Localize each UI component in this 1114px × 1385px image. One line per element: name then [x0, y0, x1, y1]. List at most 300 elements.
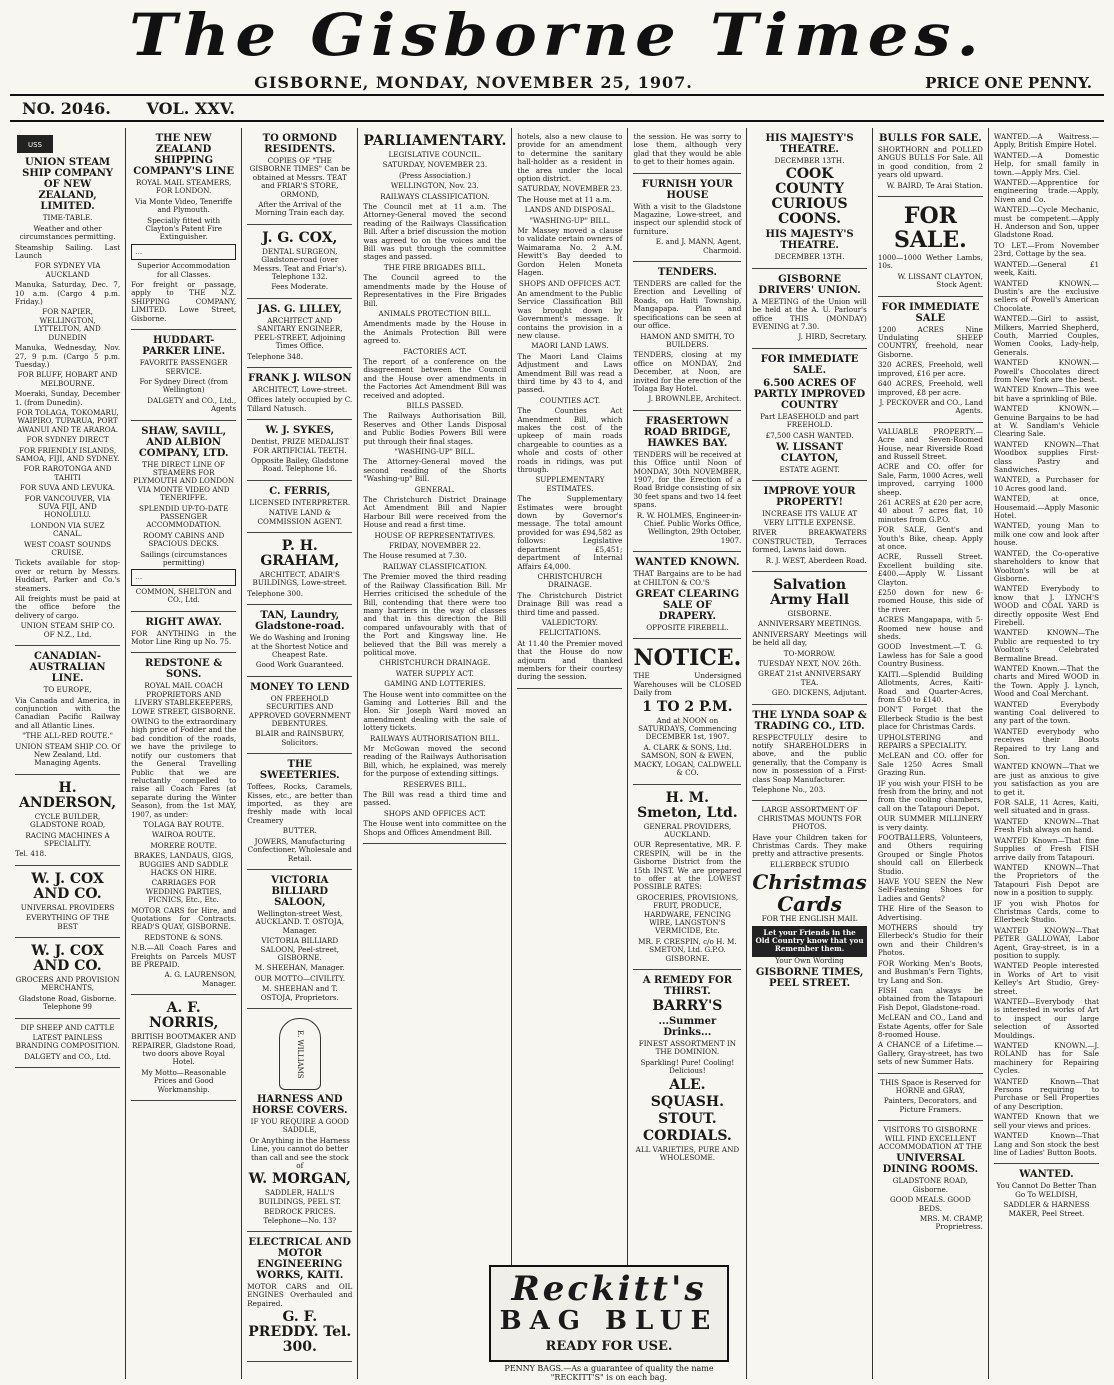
wilson-ad — [247, 371, 352, 420]
europe-text: Via Canada and America, in conjunction with the Canadian Pacific Railway and all Atlantic Lines. — [15, 695, 121, 730]
lynda-text: RESPECTFULLY desire to notify SHAREHOLDERS in above, and the public generally, that the Company is now in possession of a First-class Soap Manufacturer. — [752, 732, 867, 784]
billiard-text: Wellington-street West, AUCKLAND. T. OSTOJA, Manager. — [255, 908, 345, 935]
lilley-heading: JAS. G. LILLEY, — [257, 303, 342, 315]
classified-item: 261 ACRES at £20 per acre, 40 about 7 acres flat, 10 minutes from G.P.O. — [877, 497, 983, 524]
place-date: GISBORNE, MONDAY, NOVEMBER 25, 1907. — [254, 73, 693, 92]
anniversary-text: ANNIVERSARY Meetings will be held all day, — [752, 629, 867, 648]
huddart-text: FAVORITE PASSENGER SERVICE. — [139, 358, 228, 376]
ferris-sub: NATIVE LAND & COMMISSION AGENT. — [257, 508, 342, 526]
anderson-tel: Tel. 418. — [15, 849, 47, 859]
section-heading: HOUSE OF REPRESENTATIVES. — [374, 530, 496, 540]
notice-foot: A. CLARK & SONS, Ltd. SAMSON, SON & EWEN, MACKY, LOGAN, CALDWELL & CO. — [633, 742, 741, 778]
graham-tel: Telephone 300. — [247, 588, 303, 598]
wanted-item: WANTED, young Man to milk one cow and look after house. — [993, 521, 1100, 548]
section-heading: CHRISTCHURCH DRAINAGE. — [379, 658, 491, 668]
improve-ad — [752, 484, 866, 571]
norris-ad — [131, 998, 236, 1101]
sale-heading: FOR IMMEDIATE SALE. — [760, 353, 859, 376]
section-heading: SATURDAY, NOVEMBER 23. — [517, 184, 623, 194]
anderson-racing: RACING MACHINES A SPECIALITY. — [25, 830, 110, 848]
smeton-heading: H. M. Smeton, Ltd. — [637, 789, 738, 821]
section-heading: RAILWAYS AUTHORISATION BILL. — [369, 733, 500, 743]
article-pa: (Press Association.) — [398, 170, 471, 180]
classified-item: ACRES Mangapapa, with 5-Roomed new house and sheds. — [877, 615, 983, 642]
theatre-ad — [752, 131, 866, 269]
column-9 — [989, 128, 1104, 1379]
canadian-heading: CANADIAN-AUSTRALIAN LINE. — [29, 651, 106, 685]
reckitts-box — [489, 1265, 729, 1362]
sailing-table: … — [131, 569, 236, 585]
reckitts-penny: PENNY BAGS.—As a guarantee of quality the name "RECKITT'S" is on each bag. — [504, 1364, 714, 1382]
column-4 — [358, 128, 512, 1379]
saddle-icon — [279, 1018, 321, 1090]
section-heading: CHRISTCHURCH DRAINAGE. — [537, 571, 603, 590]
europe-heading: TO EUROPE, — [43, 685, 92, 695]
cordials-heading: CORDIALS. — [642, 1127, 732, 1144]
wanted-item: WANTED KNOWN—That Fresh Fish always on hand. — [993, 816, 1100, 835]
redstone-ad — [131, 656, 236, 995]
section-heading: WATER SUPPLY ACT. — [395, 668, 474, 678]
tenders-text: TENDERS, closing at my office on MONDAY, 2nd December, at Noon, are invited for the erection of the Tolaga Bay Hotel. — [633, 350, 742, 393]
notice-text: THE Undersigned Warehouses will be CLOSED Daily from — [633, 671, 742, 698]
wilson-heading: FRANK J. WILSON — [248, 372, 352, 384]
bulls-foot: W. BAIRD, Te Arai Station. — [886, 180, 983, 190]
river-foot: R. J. WEST, Aberdeen Road. — [765, 555, 867, 565]
lynda-ad — [752, 708, 866, 802]
imm-foot: J. PECKOVER and CO., Land Agents. — [879, 397, 983, 416]
huddart-heading: HUDDART-PARKER LINE. — [142, 335, 226, 358]
weldish-text: You Cannot Do Better Than Go To WELDISH, — [996, 1181, 1097, 1199]
engineering-text: MOTOR CARS and OIL ENGINES Overhauled and Repaired. — [247, 1282, 353, 1308]
route-heading: WAIROA ROUTE. — [151, 830, 216, 840]
cox-ad-1 — [15, 869, 120, 938]
imm-heading: FOR IMMEDIATE SALE — [881, 301, 980, 324]
theatre-date: DECEMBER 13TH. — [774, 156, 845, 165]
victoria-proprietors: M. SHEEHAN and T. OSTOJA, Proprietors. — [260, 984, 339, 1002]
wanted-item: WANTED Known that we sell your views and prices. — [993, 1112, 1100, 1130]
section-heading: SUPPLEMENTARY ESTIMATES. — [535, 475, 605, 493]
bridge-text: TENDERS will be received at this Office until Noon of MONDAY, 30th NOVEMBER, 1907, for the Erection of a Road Bridge consisting of six 30 feet spans and two 14 feet spans. — [633, 449, 742, 510]
route-heading: FOR FRIENDLY ISLANDS, SAMOA, FIJI, AND SYDNEY. — [15, 445, 120, 463]
wanted-item: WANTED.—Apprentice for engineering trade.—Apply, Niven and Co. — [993, 178, 1100, 204]
route-heading: FOR SUVA AND LEVUKA. — [20, 483, 116, 493]
section-heading: "WASHING-UP" BILL. — [394, 447, 476, 456]
visitors-ad — [878, 1124, 983, 1238]
victoria-text: M. SHEEHAN, Manager. — [254, 963, 345, 973]
engineering-heading: ELECTRICAL AND MOTOR ENGINEERING WORKS, KAITI. — [248, 1237, 351, 1282]
sweeteries-ad — [247, 757, 352, 870]
cox-sub: Gladstone Road, Gisborne. Telephone 99 — [18, 993, 117, 1012]
wanted-item: WANTED KNOWN.—J. ROLAND has for Sale machinery for Repairing Cycles. — [993, 1041, 1100, 1076]
morgan-heading: W. MORGAN, — [248, 1171, 351, 1188]
section-text: The Council agreed to the amendments made by the House of Representatives in the Fire Brigades Bill. — [363, 273, 507, 308]
classified-item: £250 down for new 6-roomed House, this side of the river. — [877, 588, 983, 614]
right-text: FOR ANYTHING in the Motor Line Ring up No. 75. — [131, 628, 237, 647]
lilley-text: ARCHITECT AND SANITARY ENGINEER, PEEL-STREET, Adjoining Times Office. — [254, 315, 346, 351]
section-date: FRIDAY, NOVEMBER 22. — [388, 541, 481, 551]
cargo-note: All freights must be paid at the office before the delivery of cargo. — [15, 594, 121, 620]
visitors-foot: MRS. M. CRAMP, Proprietress. — [919, 1214, 983, 1232]
visitors-meals: GOOD MEALS. GOOD BEDS. — [890, 1195, 971, 1213]
lilley-tel: Telephone 348. — [247, 351, 303, 361]
smeton-para: OUR Representative, MR. F. CRESPIN, will be in the Gisborne District from the 15th INST. We are prepared to offer at the LOWEST POSSIBLE RATES: — [633, 840, 742, 892]
morgan-text: SADDLER, HALL'S BUILDINGS, PEEL ST. — [258, 1188, 341, 1206]
section-heading: BILLS PASSED. — [406, 400, 464, 410]
section-heading: ANIMALS PROTECTION BILL. — [378, 308, 492, 318]
sale-cash: £7,500 CASH WANTED. — [765, 430, 854, 440]
visitors-name: UNIVERSAL DINING ROOMS. — [882, 1153, 979, 1176]
masthead-title: The Gisborne Times. — [129, 1, 985, 69]
redstone-para: OWING to the extraordinary high price of Fodder and the bad condition of the roads, we have the privilege to notify our customers that the General Travelling Public that we are reluctantly compelled to raise all Coach Fares (at separate during the Winter Season), from the 1st MAY, 1907, as under: — [131, 717, 237, 819]
route-heading: FOR SYDNEY DIRECT — [26, 435, 109, 445]
xmas-wording: Your Own Wording — [775, 955, 844, 965]
sale-acres: 6.500 ACRES OF PARTLY IMPROVED COUNTRY — [753, 377, 866, 411]
wanted-item: WANTED KNOWN—That Woodbox supplies First-class Pastry and Sandwiches. — [993, 439, 1100, 475]
tenders-foot: J. BROWNLEE, Architect. — [648, 394, 742, 404]
notice-heading: NOTICE. — [633, 645, 742, 672]
article-heading: PARLIAMENTARY. — [363, 133, 507, 149]
nzsc-sub: Via Monte Video, Teneriffe and Plymouth. — [135, 196, 233, 215]
dalgety-foot: DALGETY and CO., Ltd. — [24, 1051, 111, 1061]
theatre-date: DECEMBER 13TH. — [774, 252, 845, 262]
wanted-item: WANTED Known—That fine Supplies of Fresh FISH arrive daily from Tatapouri. — [993, 835, 1100, 862]
nzsc-note: Superior Accommodation for all Classes. — [137, 261, 231, 279]
money-ad — [247, 680, 352, 754]
imm-item: 640 ACRES, Freehold, well improved, £8 per acre. — [877, 379, 983, 397]
classified-item: McLEAN and CO. offer for Sale 1250 Acres Small Grazing Run. — [877, 751, 983, 778]
lynda-heading: THE LYNDA SOAP & TRADING CO., LTD. — [752, 709, 867, 732]
sparkling-line: Sparkling! Pure! Cooling! Delicious! — [640, 1057, 735, 1076]
drivers-foot: J. HIRD, Secretary. — [798, 332, 867, 342]
tan-foot: Good Work Guaranteed. — [255, 660, 344, 670]
classified-item: ACRE, Russell Street. Excellent building site. £400.—Apply W. Lissant Clayton. — [877, 552, 983, 587]
imm-item: 320 ACRES, Freehold, well improved, £16 per acre. — [877, 360, 983, 378]
right-heading: RIGHT AWAY. — [145, 616, 222, 628]
ale-heading: ALE. — [669, 1076, 706, 1093]
shaw-text: THE DIRECT LINE OF STEAMERS FOR PLYMOUTH AND LONDON VIA MONTE VIDEO AND TENERIFFE. — [133, 459, 235, 503]
sykes-heading: W. J. SYKES, — [265, 425, 335, 437]
reckitts-brand: Reckitt's — [511, 1269, 707, 1309]
cox-text: GROCERS AND PROVISION MERCHANTS, — [15, 975, 120, 993]
price: PRICE ONE PENNY. — [925, 74, 1092, 92]
section-text: the session. He was sorry to lose them, although very glad that they would be able to get to their homes again. — [633, 132, 742, 167]
brakes-line: BRAKES, LANDAUS, GIGS, BUGGIES AND SADDLE HACKS ON HIRE. — [133, 851, 234, 877]
norris-motto: My Motto—Reasonable Prices and Good Workmanship. — [141, 1067, 227, 1094]
reserved-ad — [878, 1077, 983, 1122]
great-tea: GREAT 21st ANNIVERSARY TEA. — [758, 669, 861, 687]
column-5 — [512, 128, 628, 1379]
anderson-ad — [15, 778, 120, 866]
wanted-item: WANTED Known—That Lang and Son stock the best line of Ladies' Button Boots. — [993, 1131, 1100, 1157]
section-heading: VALEDICTORY. — [541, 617, 598, 627]
reckitts-bag: BAG BLUE — [499, 1306, 719, 1336]
section-text: Mr McGowan moved the second reading of the Railways Authorisation Bill, which, he explained, was merely for the purpose of extending sittings. — [363, 744, 507, 779]
section-heading: RESERVES BILL. — [403, 779, 467, 789]
nzsc-fit: Specially fitted with Clayton's Patent Fire Extinguisher. — [145, 215, 222, 242]
tan-text: We do Washing and Ironing at the Shortest Notice and Cheapest Rate. — [249, 633, 350, 659]
bridge-ad — [633, 414, 741, 552]
graham-ad — [247, 536, 352, 605]
wanted-item: WANTED, a Purchaser for 10 Acres good land. — [993, 475, 1100, 493]
section-heading: COUNTIES ACT. — [539, 395, 601, 405]
visitors-heading: VISITORS TO GISBORNE WILL FIND EXCELLENT ACCOMMODATION AT THE — [878, 1125, 983, 1151]
redstone-sons: REDSTONE & SONS. — [144, 932, 223, 942]
cox-dental-text: DENTAL SURGEON, Gladstone-road (over Messrs. Teat and Friar's). Telephone 132. — [252, 246, 347, 282]
section-text: The Council met at 11 a.m. The Attorney-General moved the second reading of the Railways Classification Bill. After a brief discussion the motion was agreed to on the voices and the Bill was put through the committee stages and passed. — [363, 202, 507, 262]
section-heading: FACTORIES ACT. — [403, 346, 467, 356]
cox-text: UNIVERSAL PROVIDERS — [20, 902, 115, 912]
anderson-heading: H. ANDERSON, — [18, 779, 117, 811]
tenders-foot: HAMON AND SMITH, TO BUILDERS. — [640, 331, 735, 349]
furnish-ad — [633, 177, 741, 262]
wanted-item: WANTED Known—That Persons requiring to Purchase or Sell Properties of any Description. — [993, 1076, 1100, 1111]
xmas-remember: Let your Friends in the Old Country know that you Remember them. — [752, 926, 866, 957]
launch-line: Steamship Sailing. Last Launch — [15, 242, 121, 261]
tomorrow: TO-MORROW. — [783, 648, 836, 658]
wanted-item: WANTED, at once, Housemaid.—Apply Masonic Hotel. — [993, 494, 1100, 521]
engineering-ad — [247, 1235, 352, 1362]
route-heading: FOR VANCOUVER, VIA SUVA FIJI, AND HONOLULU. — [24, 493, 111, 520]
xmas-ad — [752, 804, 866, 995]
agents-line: UNION STEAM SHIP CO. Of New Zealand, Ltd. Managing Agents. — [15, 741, 120, 768]
smeton-text: GENERAL PROVIDERS, AUCKLAND. — [643, 821, 732, 839]
finest-line: FINEST ASSORTMENT IN THE DOMINION. — [638, 1039, 737, 1057]
wanted-item: WANTED.—Cycle Mechanic, must be competent.—Apply H. Anderson and Son, upper Gladstone Road. — [993, 205, 1100, 240]
cox-heading: W. J. COX AND CO. — [31, 943, 104, 974]
shaw-sailings: Sailings (circumstances permitting) — [140, 549, 228, 567]
billiard-ad — [247, 873, 352, 1009]
classified-item: DON'T Forget that the Ellerbeck Studio is the best place for Christmas Cards. — [877, 705, 983, 732]
usco-ad — [15, 131, 120, 646]
carriages-line: CARRIAGES FOR WEDDING PARTIES, PICNICS, Etc., Etc. — [145, 878, 222, 905]
classified-item: THE Hire of the Season to Advertising. — [877, 904, 983, 922]
ferris-ad — [247, 484, 352, 533]
imm-item: 1200 ACRES Nine Undulating SHEEP COUNTRY, freehold, near Gisborne. — [877, 324, 983, 359]
timetable-note: Weather and other circumstances permitting. — [19, 223, 116, 242]
route-text: Manuka, Saturday, Dec. 7, 10 a.m. (Cargo 4 p.m. Friday.) — [15, 280, 121, 307]
wilson-sub: Offices lately occupied by C. Tillard Natusch. — [247, 395, 353, 413]
harness-heading: HARNESS AND HORSE COVERS. — [252, 1093, 348, 1116]
salvation-heading: Salvation Army Hall — [770, 576, 850, 608]
column-7 — [747, 128, 872, 1379]
wanted-item: WANTED KNOWN.—Genuine Bargains to be had at W. Sandlam's Vehicle Clearing Sale. — [993, 404, 1100, 439]
cox-heading: W. J. COX AND CO. — [31, 870, 104, 902]
reckitts-ad — [489, 1265, 729, 1382]
dalgety-ad — [15, 1022, 120, 1069]
laurenson: A. G. LAURENSON, Manager. — [164, 970, 237, 988]
xmas-mail: FOR THE ENGLISH MAIL — [761, 914, 858, 924]
section-heading: GAMING AND LOTTERIES. — [384, 679, 486, 689]
section-text: An amendment to the Public Service Classification Bill was brought down by Government's message. It contains the provision in a new clause. — [517, 288, 623, 340]
bridge-foot: R. W. HOLMES, Engineer-in-Chief. Public Works Office, Wellington, 29th October, 1907. — [636, 510, 742, 545]
section-text: The report of a conference on the disagreement between the Council and the House over amendments in the Factories Act Amendment Bill was received and adopted. — [363, 356, 507, 400]
visitors-text: GLADSTONE ROAD, Gisborne. — [892, 1176, 968, 1194]
norris-text: BRITISH BOOTMAKER AND REPAIRER, Gladstone Road, two doors above Royal Hotel. — [131, 1032, 237, 1067]
shaw-sub: SPLENDID UP-TO-DATE PASSENGER ACCOMMODATION. — [138, 503, 229, 530]
column-1 — [10, 128, 126, 1379]
article-sub: LEGISLATIVE COUNCIL. — [388, 150, 482, 159]
bulls-ad — [878, 131, 983, 197]
column-6 — [628, 128, 747, 1379]
forsale-heading: FOR SALE. — [893, 203, 967, 254]
route-heading: FOR RAROTONGA AND TAHITI — [23, 464, 112, 482]
column-2 — [126, 128, 242, 1379]
column-8 — [873, 128, 989, 1379]
route-text: Moeraki, Sunday, December 1. (from Dunedin). — [15, 389, 121, 407]
classified-item: KAITI.—Splendid Building Allotments, Acres, Kaiti-Road and Quarter-Acres, from £50 to £140. — [877, 669, 983, 704]
classified-item: FISH can always be obtained from the Tatapouri Fish Depot, Gladstone-road. — [877, 985, 983, 1012]
money-text: ON FREEHOLD SECURITIES AND APPROVED GOVERNMENT DEBENTURES. — [248, 693, 351, 729]
clayton-text: ESTATE AGENT. — [779, 465, 840, 475]
classified-item: FOR SALE, Gent's and Youth's Bike, cheap. Apply at once. — [877, 525, 983, 551]
section-heading: RAILWAY CLASSIFICATION. — [382, 561, 487, 571]
section-text: The House went into committee on the Shops and Offices Amendment Bill. — [363, 819, 507, 837]
sweeteries-jowers: JOWERS, Manufacturing Confectioner, Wholesale and Retail. — [247, 836, 352, 863]
cox-dental-ad — [247, 228, 352, 299]
wanted-item: WANTED.—A Waitress.—Apply, British Empire Hotel. — [993, 132, 1100, 150]
section-text: The Railways Authorisation Bill, Reserves and Other Lands Disposal and Public Bodies Powers Bill were put through their final stages. — [363, 411, 507, 446]
tuesday: TUESDAY NEXT, NOV. 26th. — [757, 658, 862, 668]
classified-item: ACRE and CO. offer for Sale, Farm, 1000 Acres, well improved, carrying 1000 sheep. — [877, 462, 983, 497]
section-text: The House resumed at 7.30. — [363, 551, 467, 561]
xmas-heading: LARGE ASSORTMENT OF CHRISTMAS MOUNTS FOR PHOTOS. — [757, 805, 862, 832]
shaw-agent: COMMON, SHELTON and CO., Ltd. — [135, 586, 232, 605]
barrys-ad — [633, 973, 741, 1168]
theatre-heading: HIS MAJESTY'S THEATRE. — [765, 229, 854, 252]
huddart-sub: For Sydney Direct (from Wellington) — [139, 376, 228, 395]
lilley-ad — [247, 302, 352, 368]
section-text: The House went into committee on the Gaming and Lotteries Bill and the Hon. Sir Joseph Ward moved an amendment dealing with the sale of lottery tickets. — [363, 689, 507, 733]
route-heading: FOR SYDNEY VIA AUCKLAND — [34, 261, 101, 279]
section-text: hotels, also a new clause to provide for an amendment to determine the sanitary hall-holder as a resident in the area under the local option district. — [517, 132, 623, 184]
nzsc-freight: For freight or passage, apply to THE N.Z. SHIPPING COMPANY, LIMITED. Lowe Street, Gisborne. — [131, 280, 237, 323]
section-heading: SHOPS AND OFFICES ACT. — [518, 278, 621, 288]
wanted-item: WANTED.—A Domestic Help, for small family in town.—Apply Mrs. Ciel. — [993, 150, 1100, 177]
saddle-name: E. WILLIAMS — [295, 1029, 304, 1079]
redstone-text: ROYAL MAIL COACH PROPRIETORS AND LIVERY STABLEKEEPERS, LOWE STREET, GISBORNE. — [131, 681, 236, 716]
fares-note: N.B.—All Coach Fares and Freights on Parcels MUST BE PREPAID. — [131, 943, 237, 970]
reserved-text: Painters, Decorators, and Picture Framers. — [883, 1096, 977, 1114]
section-text: The Bill was read a third time and passed. — [363, 790, 507, 808]
smeton-contact: MR. F. CRESPIN, c/o H. M. SMETON, Ltd. G.P.O. GISBORNE. — [638, 936, 737, 963]
reserved-heading: THIS Space is Reserved for HORNE and GRAY, — [880, 1077, 981, 1095]
huddart-foot: DALGETY and CO., Ltd., Agents — [147, 395, 237, 414]
bulls-text: SHORTHORN and POLLED ANGUS BULLS For Sale. All in good condition, from 2 years old upward. — [877, 145, 983, 180]
usco-foot: UNION STEAM SHIP CO. OF N.Z., Ltd. — [20, 621, 115, 639]
section-text: The Christchurch District Drainage Bill was read a third time and passed. — [517, 590, 623, 617]
shaw-heading: SHAW, SAVILL, AND ALBION COMPANY, LTD. — [138, 425, 229, 459]
tickets-note: Tickets available for stop-over or return by Messrs. Huddart, Parker and Co.'s steamers. — [15, 558, 121, 593]
wanted-item: IF you wish Photos for Christmas Cards, come to Ellerbeck Studio. — [993, 898, 1100, 925]
drivers-heading: GISBORNE DRIVERS' UNION. — [758, 273, 861, 296]
wilson-text: ARCHITECT, Lowe-street. — [252, 384, 348, 394]
sweeteries-heading: THE SWEETERIES. — [259, 759, 340, 782]
cordials-text: ALL VARIETIES, PURE AND WHOLESOME. — [635, 1144, 740, 1163]
sweeteries-text: Toffees, Rocks, Caramels, Kisses, etc., are better than imported, as they are freshly made with local Creamery — [247, 782, 353, 825]
route-heading: TOLAGA BAY ROUTE. — [143, 819, 225, 829]
drivers-ad — [752, 272, 866, 349]
route-heading: FOR BLUFF, HOBART AND MELBOURNE. — [17, 370, 118, 388]
wanted-item: WANTED People interested in Works of Art to visit Kelley's Art Studio, Grey-street. — [993, 961, 1100, 996]
ormond-ad — [247, 131, 352, 225]
section-text: The Supplementary Estimates were brought down by Governor's message. The total amount provided for was £94,582 as follows: Legislative department £5,451; department of Internal Affairs £4,000. — [517, 494, 623, 571]
immediate-sale-ad — [752, 352, 866, 482]
cox-dental-fees: Fees Moderate. — [271, 282, 329, 292]
tan-heading: TAN, Laundry, Gladstone-road. — [255, 610, 345, 633]
section-text: The Premier moved the third reading of the Railway Classification Bill. Mr Herries criticised the schedule of the Bill, contending that there were too many barriers in the way of classes and that in this direction the Bill compared unfavourably with that of the Port and Kingsway line. He believed that the Bill was merely a political move. — [363, 572, 507, 657]
weldish-heading: WANTED. — [1019, 1169, 1074, 1181]
forsale-text: 1000—1000 Wether Lambs, 10s. — [877, 253, 983, 271]
dalgety-text: LATEST PAINLESS BRANDING COMPOSITION. — [15, 1033, 120, 1051]
bridge-heading: FRASERTOWN ROAD BRIDGE, HAWKES BAY. — [644, 415, 731, 449]
classified-item: UPHOLSTERING and REPAIRS a SPECIALITY. — [877, 732, 983, 750]
wanted-item: WANTED KNOWN—The Public are requested to try Woolton's Celebrated Bermaline Bread. — [993, 628, 1100, 663]
xmas-studio: ELLERBECK STUDIO — [769, 859, 850, 869]
section-text: The Attorney-General moved the second reading of the Shorts "Washing-up" Bill. — [363, 457, 507, 484]
article-continued — [633, 131, 741, 174]
salvation-place: GISBORNE. — [787, 608, 832, 618]
route-heading: FOR NAPIER, WELLINGTON, LYTTELTON, AND DUNEDIN — [34, 307, 101, 342]
money-heading: MONEY TO LEND — [250, 681, 350, 693]
issue-number: NO. 2046. — [22, 98, 111, 118]
weldish-foot: SADDLER & HARNESS MAKER, Peel Street. — [1003, 1200, 1090, 1218]
ormond-heading: TO ORMOND RESIDENTS. — [262, 133, 337, 155]
wanted-item: WANTED KNOWN.—Dustin's are the exclusive sellers of Powell's American Chocolate. — [993, 278, 1100, 313]
classified-item: VALUABLE PROPERTY.—Acre and Seven-Roomed House, near Riverside Road and Russell Street. — [877, 426, 983, 461]
coons-heading: COOK COUNTY CURIOUS COONS. — [771, 166, 848, 228]
sykes-text: Dentist, PRIZE MEDALIST FOR ARTIFICIAL TEETH. — [251, 437, 349, 455]
wanted-item: WANTED.—Girl to assist, Milkers, Married Shepherd, Couth, Married Couples, Women Cooks, Lady-help, Generals. — [993, 314, 1100, 357]
sykes-ad — [247, 423, 352, 481]
thirst-heading: A REMEDY FOR THIRST. — [642, 975, 733, 997]
classified-item: OUR SUMMER MILLINERY is very dainty. — [877, 814, 983, 832]
smeton-ad — [633, 788, 741, 971]
masthead — [10, 0, 1104, 70]
tenders-text: TENDERS are called for the Erection and Levelling of Roads, on Haiti Township, Mangapapa. Plan and specifications can be seen at our office. — [633, 279, 742, 331]
furnish-text: With a visit to the Gladstone Magazine, Lowe-street, and inspect our splendid stock of furniture. — [633, 201, 742, 236]
wanted-item: WANTED KNOWN—That PETER GALLOWAY, Labor Agent, Gray-street, is in a position to supply. — [993, 925, 1100, 960]
section-heading: "WASHING-UP" BILL. — [529, 215, 611, 225]
section-heading: SHOPS AND OFFICES ACT. — [383, 808, 486, 818]
graham-heading: P. H. GRAHAM, — [260, 537, 340, 569]
shaw-rooms: ROOMY CABINS AND SPACIOUS DECKS. — [143, 530, 225, 549]
tan-ad — [247, 608, 352, 677]
article-place: WELLINGTON, Nov. 23. — [390, 181, 479, 191]
cox-ad-2 — [15, 941, 120, 1019]
classified-item: FOOTBALLERS, Volunteers, and Others requiring Grouped or Single Photos should call on Ellerbeck Studio. — [877, 833, 983, 876]
norris-heading: A. F. NORRIS, — [149, 1000, 219, 1032]
classified-item: IF you wish your FISH to be fresh from the briny, and not from the cooling chambers, call on the Tatapouri Depot. — [877, 778, 983, 813]
bulls-heading: BULLS FOR SALE. — [879, 133, 982, 144]
canadian-ad — [15, 649, 120, 775]
money-foot: BLAIR and RAINSBURY, Solicitors. — [255, 729, 345, 747]
ormond-text: COPIES OF "THE GISBORNE TIMES" Can be obtained at Messrs. TEAT and FRIAR'S STORE, ORMOND, — [249, 156, 350, 199]
engineering-foot: G. F. PREDDY. Tel. 300. — [248, 1309, 352, 1356]
wanted-item: WANTED KNOWN—That we are just as anxious to give you satisfaction as you are to get it. — [993, 762, 1100, 797]
section-text: Mr Massey moved a clause to validate certain owners of Waimarama No. 2 A.M. Hewitt's Bay deeded to Gordon Helen Moneta Hagen. — [517, 226, 623, 278]
great-sale: GREAT CLEARING SALE OF DRAPERY. — [635, 589, 740, 623]
usco-heading: UNION STEAM SHIP COMPANY OF NEW ZEALAND, LIMITED. — [22, 157, 114, 213]
sweeteries-butter: BUTTER. — [282, 826, 317, 836]
notice-hours: 1 TO 2 P.M. — [642, 698, 733, 715]
sale-text: Part LEASEHOLD and part FREEHOLD. — [760, 411, 859, 430]
parliamentary-article — [363, 131, 506, 844]
wanted-column — [994, 131, 1099, 1164]
section-text: Amendments made by the House in the Animals Protection Bill were agreed to. — [363, 319, 507, 346]
section-text: The Maori Land Claims Adjustment and Laws Amendment Bill was read a third time by 43 to 4, and passed. — [517, 351, 623, 395]
classified-item: HAVE YOU SEEN the New Self-Fastening Shoes for Ladies and Gents? — [877, 877, 983, 903]
anniversary-heading: ANNIVERSARY MEETINGS. — [757, 619, 862, 629]
